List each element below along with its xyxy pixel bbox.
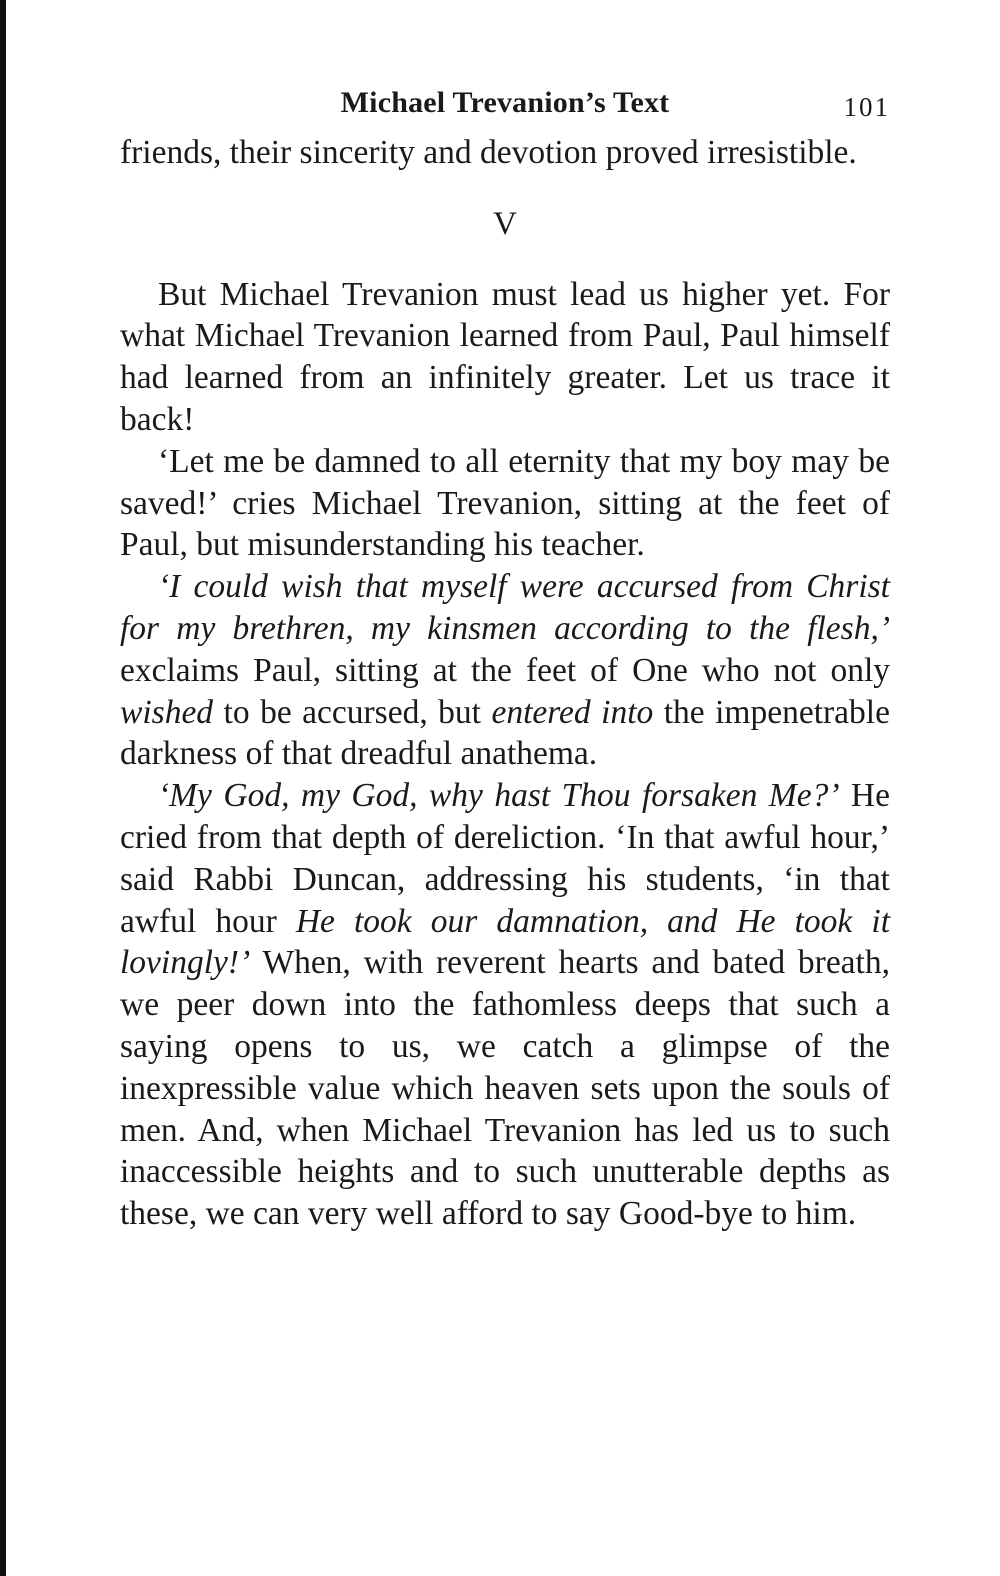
page-binding-edge <box>0 0 6 1576</box>
paragraph-3-text-b: to be accursed, but <box>213 693 492 731</box>
paragraph-4-text-a: He cried from that depth of dereliction. ‘In that awful hour,’ said Rabbi Duncan, addressing his students, ‘in that awful hour <box>120 777 890 940</box>
scripture-quote-cry: ‘My God, my God, why hast Thou forsaken Me?’ <box>158 777 840 815</box>
page-number: 101 <box>843 92 890 122</box>
paragraph-4-text-b: When, with reverent hearts and bated breath, we peer down into the fathomless deeps that such a saying opens to us, we catch a glimpse of the inexpressible value which heaven sets upon the souls of men. And, when Michael Trevanion has led us to such inaccessible heights and to such unutterable depths as these, we can very well afford to say Good-bye to him. <box>120 944 890 1233</box>
paragraph-4 <box>120 775 890 1235</box>
paragraph-3 <box>120 566 890 775</box>
running-header <box>120 80 890 132</box>
paragraph-1: But Michael Trevanion must lead us higher yet. For what Michael Trevanion learned from Paul, Paul himself had learned from an infinitely greater. Let us trace it back! <box>120 275 890 438</box>
paragraph-3-text-c: the impenetrable darkness of that dreadful anathema. <box>120 693 890 773</box>
emphasis-entered-into: entered into <box>491 693 654 731</box>
continuation-paragraph: friends, their sincerity and devotion proved irresistible. <box>120 134 857 171</box>
paragraph-3-text-a: exclaims Paul, sitting at the feet of One who not only <box>120 651 890 689</box>
paragraph-2: ‘Let me be damned to all eternity that my boy may be saved!’ cries Michael Trevanion, sitting at the feet of Paul, but misunderstanding his teacher. <box>120 442 890 564</box>
book-page <box>120 80 890 1235</box>
section-numeral: V <box>493 205 517 242</box>
scripture-quote-romans: ‘I could wish that myself were accursed from Christ for my brethren, my kinsmen according to the flesh,’ <box>120 568 890 647</box>
emphasis-damnation-quote: He took our damnation, and He took it lovingly!’ <box>120 902 891 982</box>
emphasis-wished: wished <box>120 693 214 731</box>
running-title: Michael Trevanion’s Text <box>340 86 670 119</box>
